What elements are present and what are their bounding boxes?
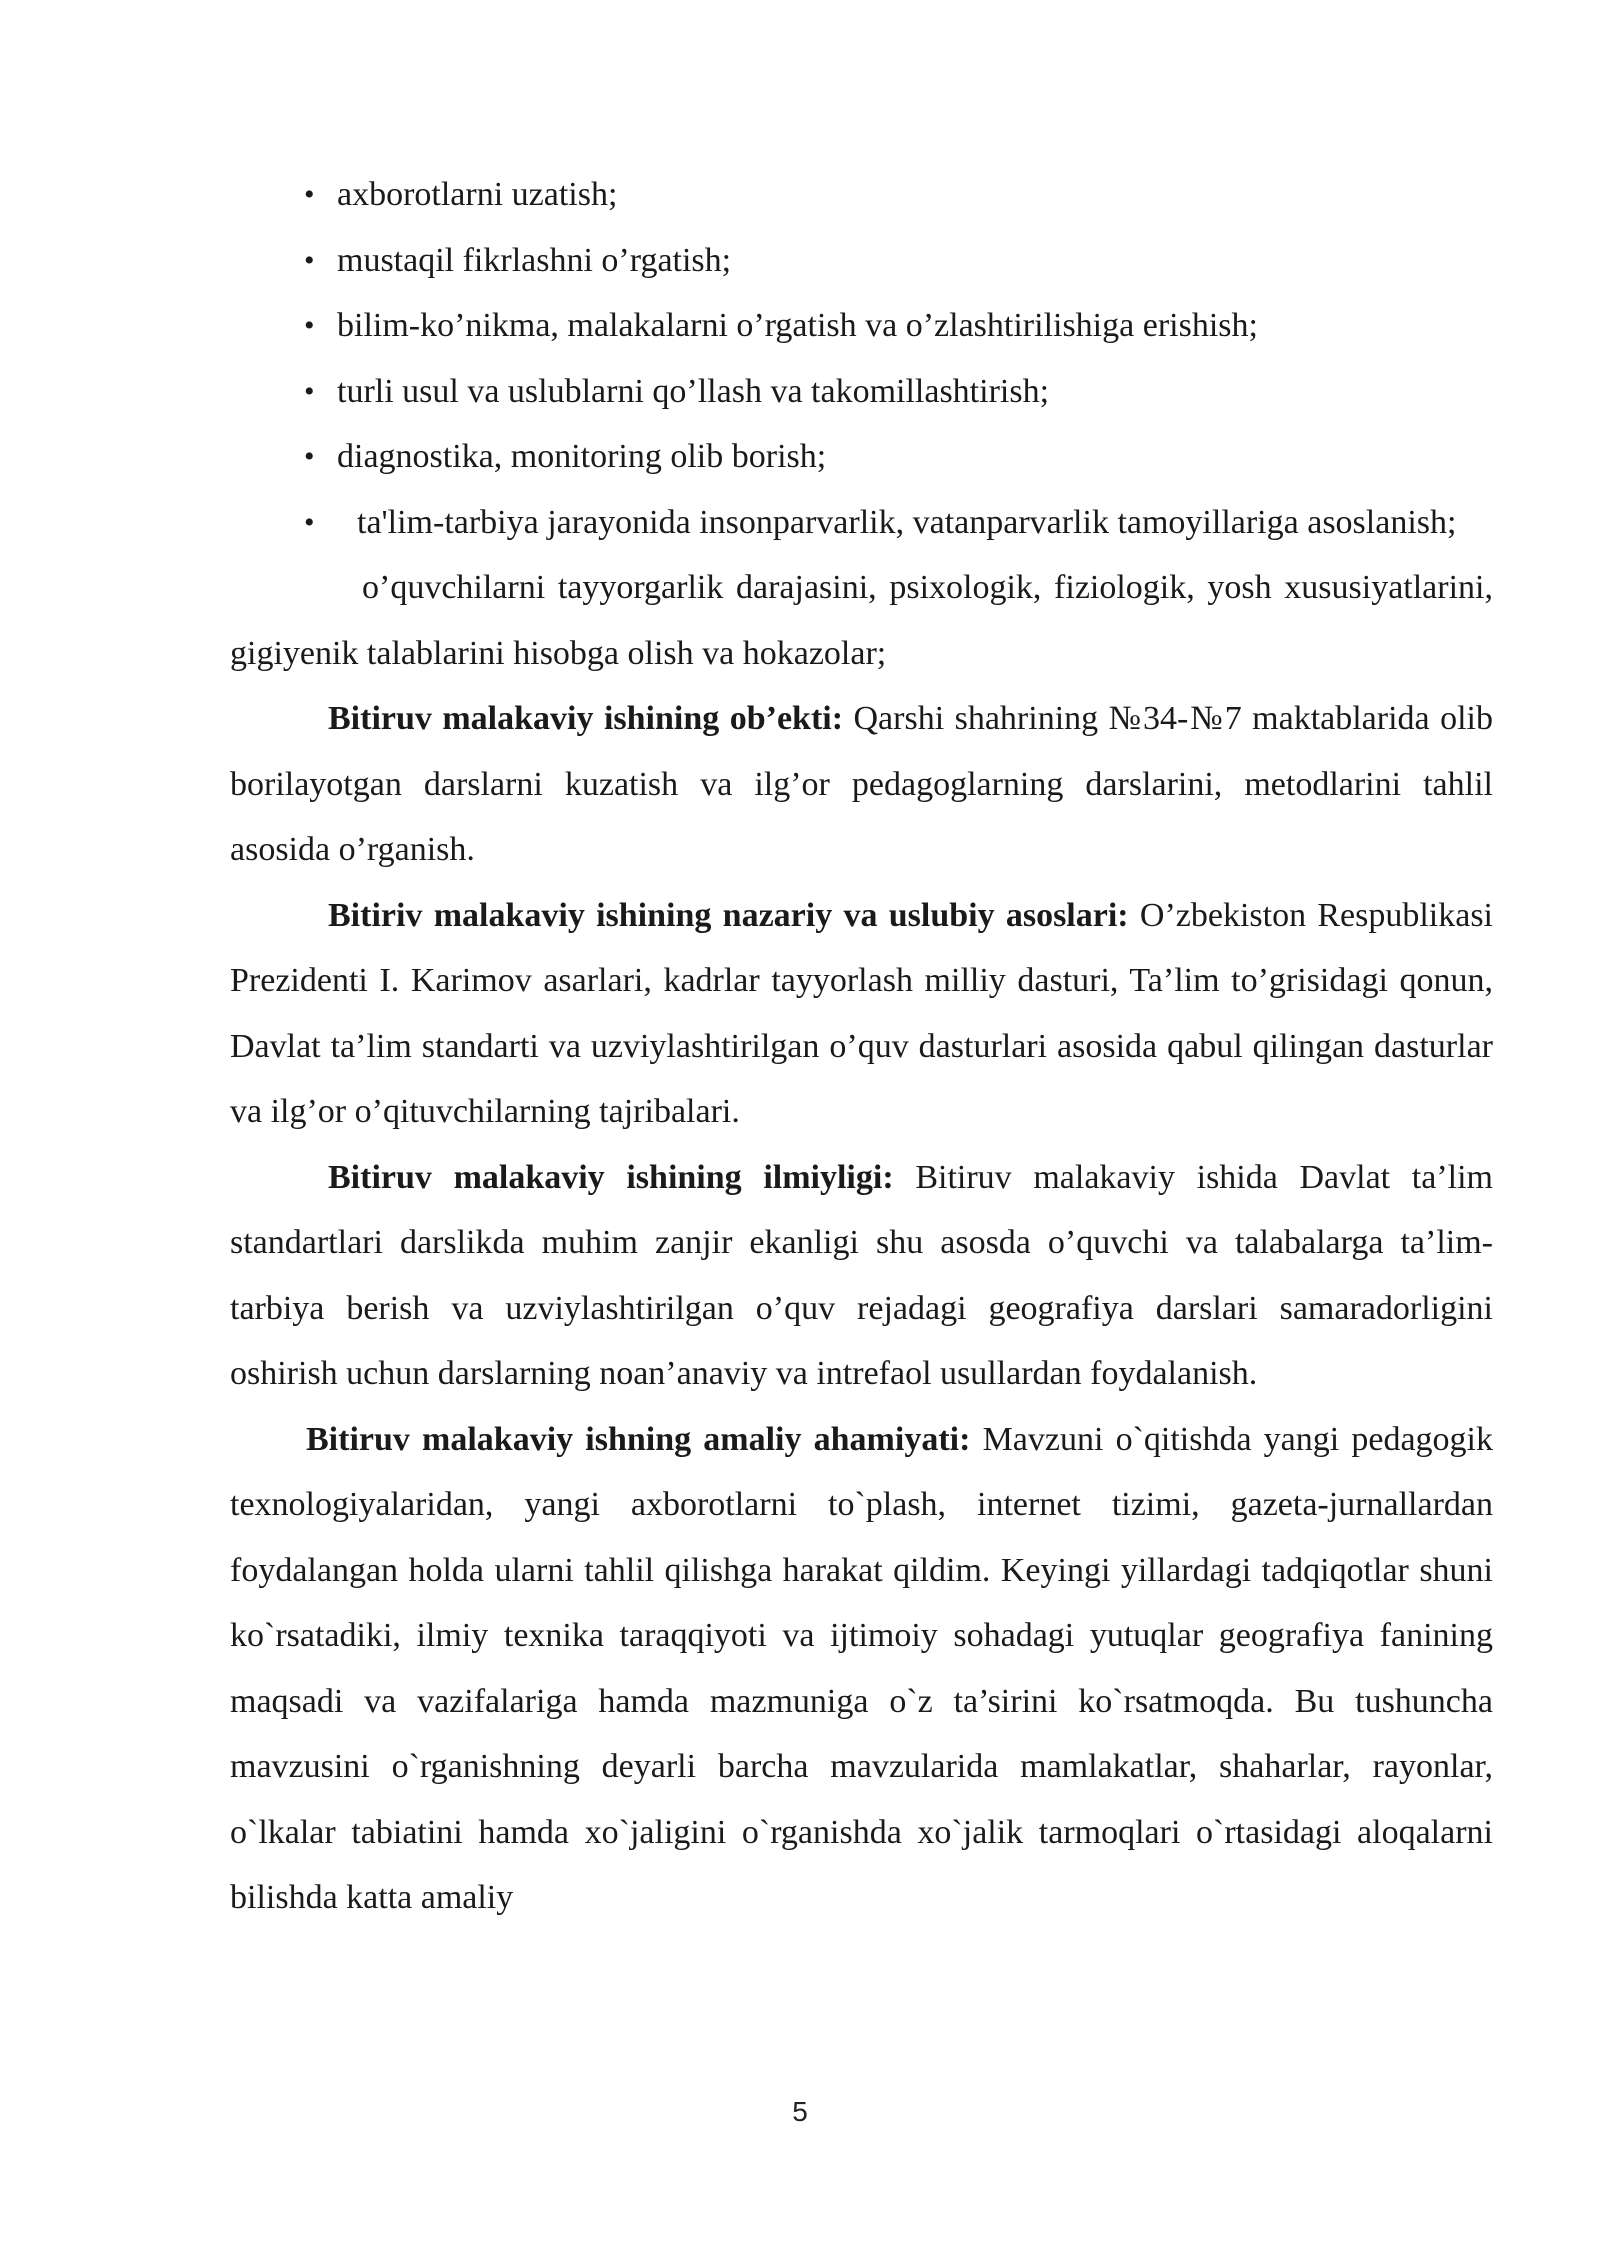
page-number: 5 <box>792 2096 808 2127</box>
section-heading: Bitiruv malakaviy ishining ilmiyligi: <box>328 1158 894 1196</box>
section-practical-importance <box>230 1407 1493 1931</box>
bullet-icon: • <box>304 243 315 277</box>
section-text: O’zbekiston Respublikasi Prezidenti I. Karimov asarlari, kadrlar tayyorlash milliy dasturi, Ta’lim to’grisidagi qonun, Davlat ta’lim standarti va uzviylashtirilgan o’quv dasturlari asosida qabul qilingan dasturlar va ilg’or o’qituvchilarning tajribalari. <box>230 896 1494 1130</box>
list-item-text: bilim-ko’nikma, malakalarni o’rgatish va o’zlashtirilishiga erishish; <box>337 307 1258 344</box>
list-item-text: diagnostika, monitoring olib borish; <box>337 438 827 475</box>
list-item-text: axborotlarni uzatish; <box>337 176 618 213</box>
list-item-text: ta'lim-tarbiya jarayonida insonparvarlik, vatanparvarlik tamoyillariga asoslanish; <box>357 503 1457 541</box>
bullet-icon: • <box>304 178 315 211</box>
bullet-list <box>230 162 1493 555</box>
list-item-text: mustaqil fikrlashni o’rgatish; <box>337 241 732 279</box>
bullet-icon: • <box>304 309 315 342</box>
section-text: Bitiruv malakaviy ishida Davlat ta’lim standartlari darslikda muhim zanjir ekanligi shu asosda o’quvchi va talabalarga ta’lim-tarbiya berish va uzviylashtirilgan o’quv rejadagi geografiya darslari samaradorligini oshirish uchun darslarning noan’anaviy va intrefaol usullardan foydalanish. <box>230 1158 1493 1392</box>
list-item <box>230 293 1493 359</box>
section-object <box>230 686 1493 883</box>
bullet-icon: • <box>304 505 315 539</box>
plain-item-paragraph: o’quvchilarni tayyorgarlik darajasini, psixologik, fiziologik, yosh xususiyatlarini, gigiyenik talablarini hisobga olish va hokazolar; <box>230 569 1493 672</box>
section-text: Mavzuni o`qitishda yangi pedagogik texnologiyalaridan, yangi axborotlarni to`plash, internet tizimi, gazeta-jurnallardan foydalangan holda ularni tahlil qilishga harakat qildim. Keyingi yillardagi tadqiqotlar shuni ko`rsatadiki, ilmiy texnika taraqqiyoti va ijtimoiy sohadagi yutuqlar geografiya fanining maqsadi va vazifalariga hamda mazmuniga o`z ta’sirini ko`rsatmoqda. Bu tushuncha mavzusini o`rganishning deyarli barcha mavzularida mamlakatlar, shaharlar, rayonlar, o`lkalar tabiatini hamda xo`jaligini o`rganishda xo`jalik tarmoqlari o`rtasidagi aloqalarni bilishda katta amaliy <box>230 1420 1493 1916</box>
list-item <box>230 359 1493 425</box>
list-item <box>230 490 1493 556</box>
section-heading: Bitiruv malakaviy ishning amaliy ahamiyati: <box>306 1420 971 1458</box>
document-page <box>230 162 1493 1931</box>
bullet-icon: • <box>304 374 315 408</box>
section-foundations <box>230 883 1493 1145</box>
bullet-icon: • <box>304 440 315 473</box>
section-heading: Bitiriv malakaviy ishining nazariy va uslubiy asoslari: <box>328 896 1129 934</box>
section-heading: Bitiruv malakaviy ishining ob’ekti: <box>328 700 844 737</box>
section-text: Qarshi shahrining №34-№7 maktablarida olib borilayotgan darslarni kuzatish va ilg’or pedagoglarning darslarini, metodlarini tahlil asosida o’rganish. <box>230 700 1493 868</box>
list-item <box>230 228 1493 294</box>
section-scientific-novelty <box>230 1145 1493 1407</box>
list-item <box>230 162 1493 228</box>
list-item <box>230 424 1493 490</box>
list-item-text: turli usul va uslublarni qo’llash va takomillashtirish; <box>337 372 1050 410</box>
